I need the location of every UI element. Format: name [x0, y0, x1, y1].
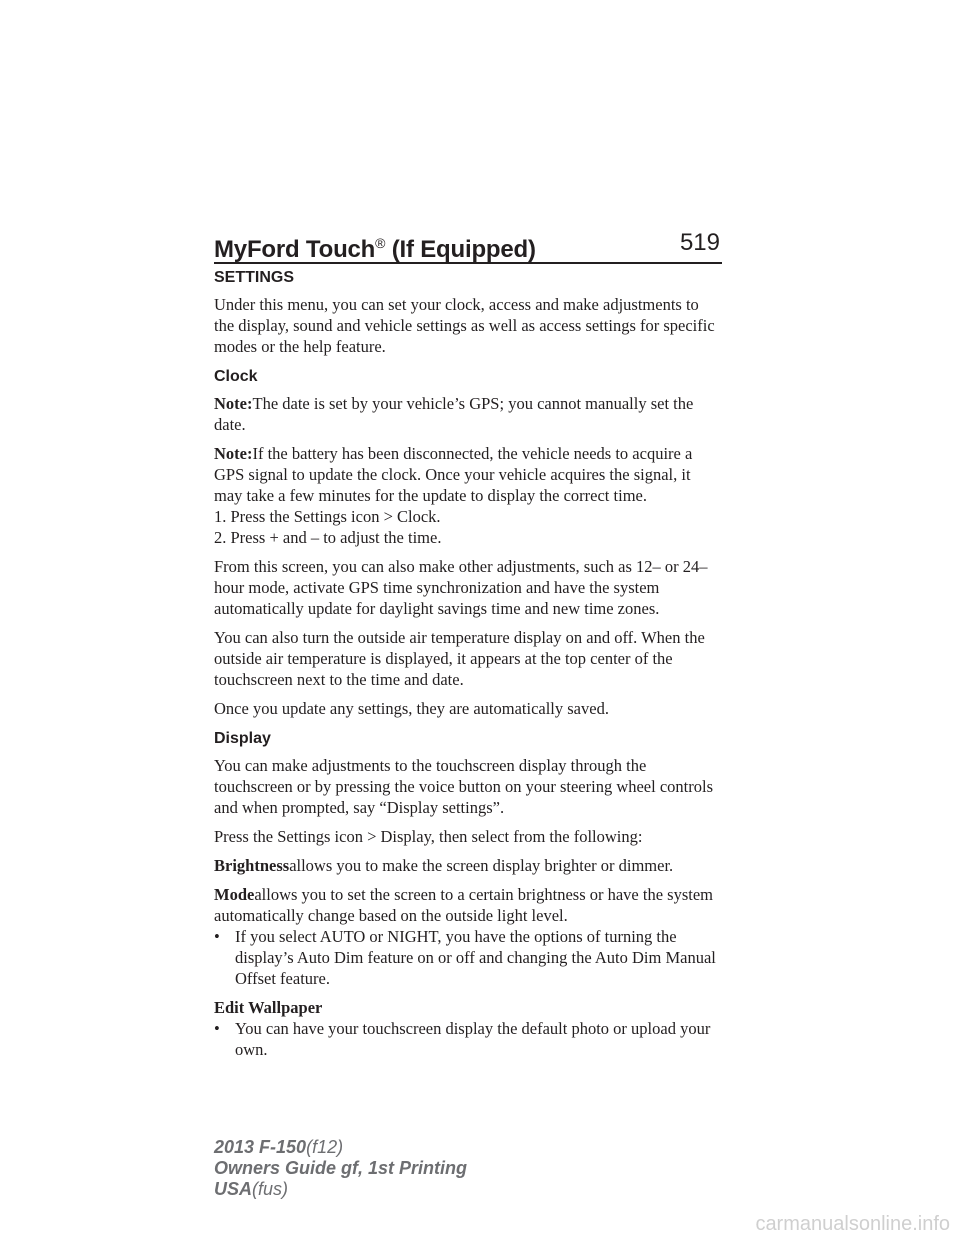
display-heading: Display [214, 730, 271, 747]
header-title-text: MyFord Touch [214, 236, 376, 263]
clock-note-1 [214, 393, 722, 435]
brightness-paragraph [214, 855, 722, 876]
bullet-glyph: • [214, 927, 220, 946]
note-label: Note: [214, 394, 253, 413]
page-number: 519 [679, 229, 720, 256]
wallpaper-bullet [214, 1018, 722, 1060]
display-para-1: You can make adjustments to the touchscreen display through the touchscreen or by pressing the voice button on your steering wheel controls and when prompted, say “Display settings”. [214, 756, 713, 817]
footer-line-3 [214, 1179, 467, 1200]
footer-model-code: (f12) [306, 1137, 344, 1157]
brightness-label: Brightness [214, 856, 290, 875]
footer-market: USA [214, 1179, 253, 1199]
clock-note-2 [214, 443, 722, 506]
clock-para-1: From this screen, you can also make other adjustments, such as 12– or 24–hour mode, activate GPS time synchronization and have the system automatically update for daylight savings time and new time zones. [214, 557, 708, 618]
clock-heading: Clock [214, 368, 258, 385]
settings-intro: Under this menu, you can set your clock, access and make adjustments to the display, sound and vehicle settings as well as access settings for specific modes or the help feature. [214, 295, 715, 356]
footer-model: 2013 F-150 [214, 1137, 307, 1157]
note-text: The date is set by your vehicle’s GPS; you cannot manually set the date. [214, 394, 694, 434]
note-label: Note: [214, 444, 253, 463]
mode-label: Mode [214, 885, 255, 904]
print-footer [214, 1137, 467, 1200]
header-title-suffix: (If Equipped) [385, 236, 536, 263]
clock-para-2: You can also turn the outside air temperature display on and off. When the outside air temperature is displayed, it appears at the top center of the touchscreen next to the time and date. [214, 628, 705, 689]
edit-wallpaper-heading: Edit Wallpaper [214, 998, 323, 1017]
mode-bullet-text: If you select AUTO or NIGHT, you have the options of turning the display’s Auto Dim feature on or off and changing the Auto Dim Manual Offset feature. [235, 927, 716, 988]
page-header [214, 228, 722, 264]
clock-step-2: 2. Press + and – to adjust the time. [214, 528, 442, 547]
mode-text: allows you to set the screen to a certain brightness or have the system automatically change based on the outside light level. [214, 885, 713, 925]
watermark: carmanualsonline.info [755, 1213, 950, 1235]
clock-step-1: 1. Press the Settings icon > Clock. [214, 507, 441, 526]
brightness-text: allows you to make the screen display brighter or dimmer. [289, 856, 674, 875]
note-text: If the battery has been disconnected, the vehicle needs to acquire a GPS signal to update the clock. Once your vehicle acquires the signal, it may take a few minutes for the update to display the correct time. [214, 444, 693, 505]
footer-market-code: (fus) [252, 1179, 289, 1199]
footer-line-2: Owners Guide gf, 1st Printing [214, 1158, 468, 1178]
clock-para-3: Once you update any settings, they are automatically saved. [214, 699, 609, 718]
page-header-title [214, 228, 536, 265]
mode-paragraph [214, 884, 722, 926]
mode-bullet [214, 926, 722, 989]
footer-line-1 [214, 1137, 467, 1158]
display-para-2: Press the Settings icon > Display, then select from the following: [214, 827, 643, 846]
wallpaper-bullet-text: You can have your touchscreen display the default photo or upload your own. [235, 1019, 711, 1059]
registered-mark: ® [375, 235, 386, 251]
page-content [214, 267, 722, 1068]
bullet-glyph: • [214, 1019, 220, 1038]
settings-heading: SETTINGS [214, 269, 295, 286]
